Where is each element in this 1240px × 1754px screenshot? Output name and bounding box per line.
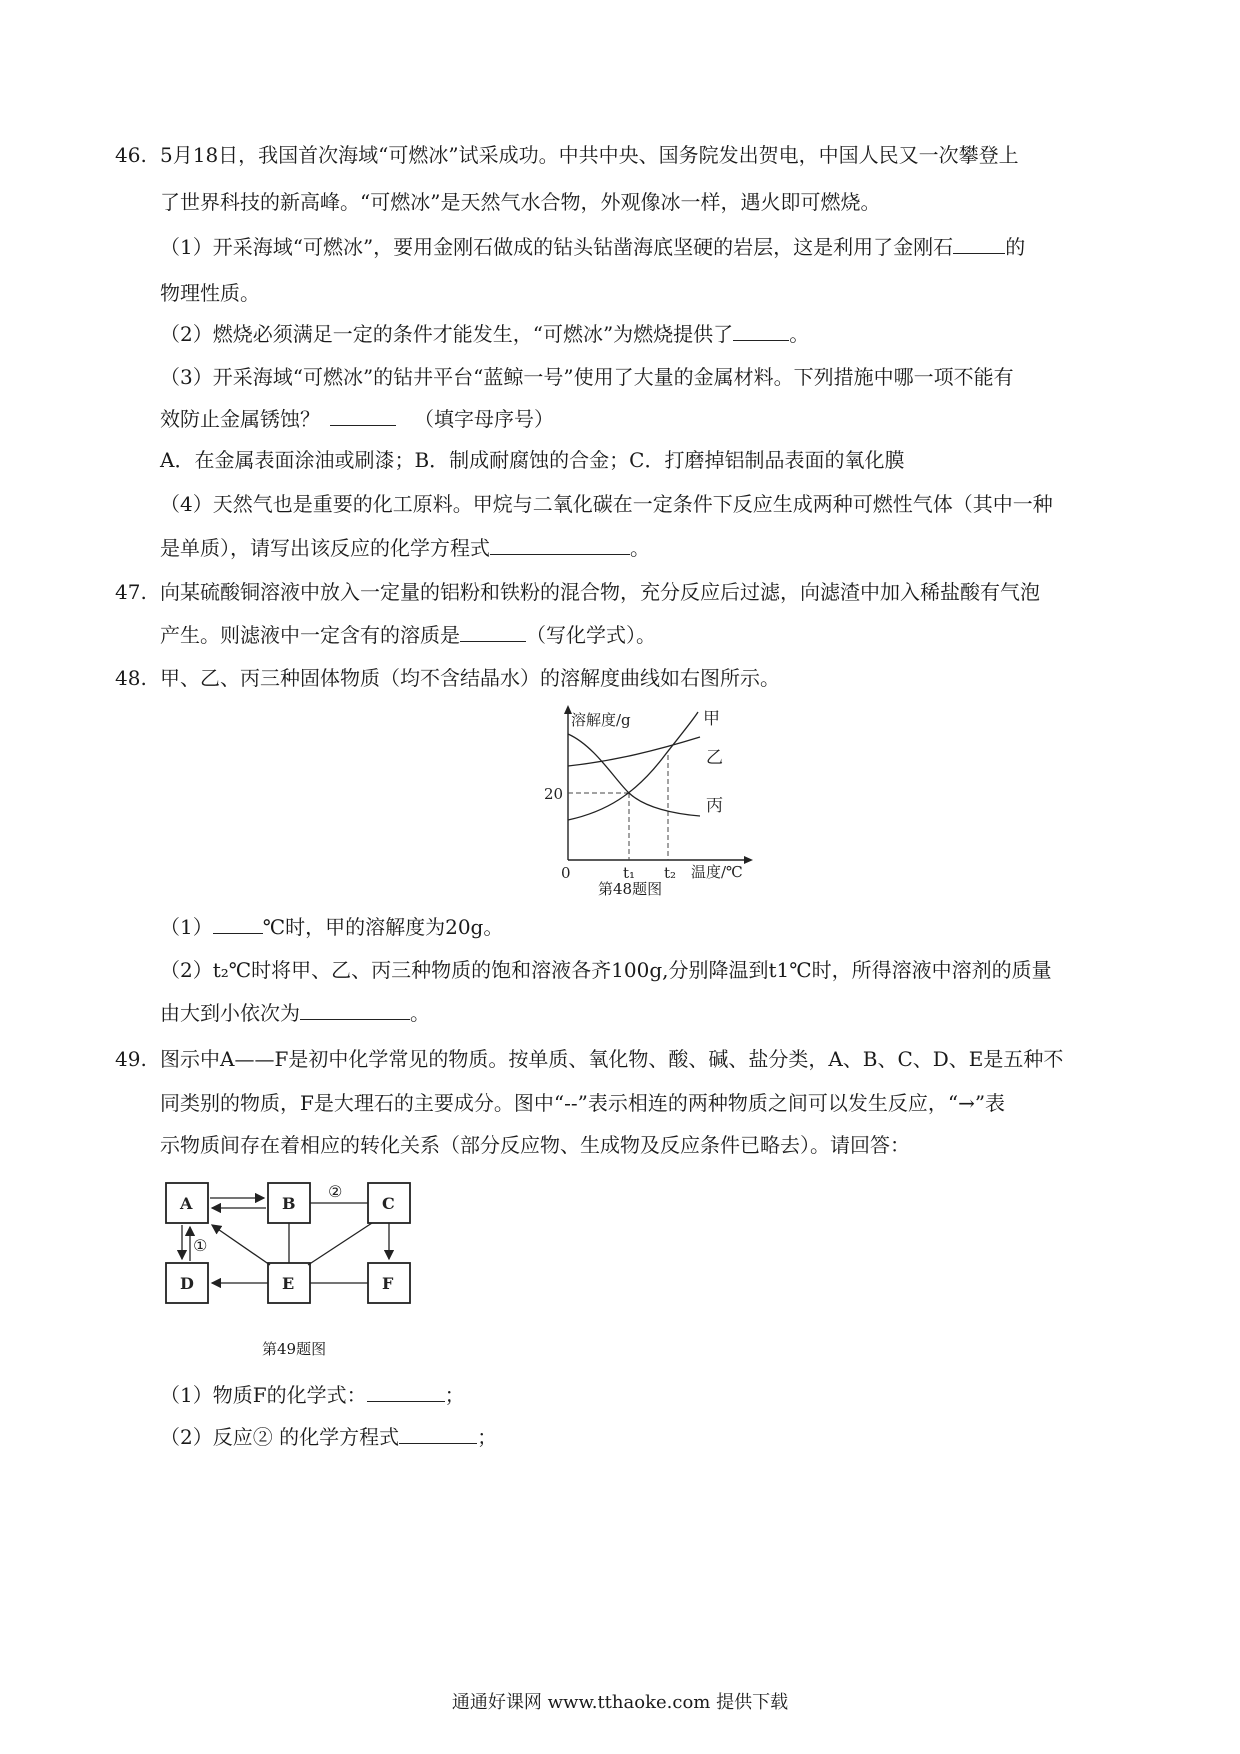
reaction-1-mark: ① bbox=[193, 1236, 208, 1255]
curve-yi bbox=[568, 737, 700, 766]
q48-sub2-line1: （2）t₂℃时将甲、乙、丙三种物质的饱和溶液各齐100g,分别降温到t1℃时，所得溶液中溶剂的质量 bbox=[160, 958, 1052, 982]
node-f-label: F bbox=[382, 1274, 394, 1293]
chart-caption: 第48题图 bbox=[598, 880, 663, 898]
answer-blank[interactable] bbox=[733, 322, 789, 341]
q46-sub1-line1 bbox=[160, 233, 1025, 261]
series-label-bing: 丙 bbox=[706, 796, 723, 816]
question-46-number: 46. bbox=[115, 143, 147, 167]
curve-bing bbox=[568, 734, 700, 816]
x-tick-t1: t₁ bbox=[623, 864, 636, 882]
q46-sub4-line2 bbox=[160, 534, 650, 562]
q48-sub1 bbox=[160, 913, 503, 941]
q46-sub2-text: （2）燃烧必须满足一定的条件才能发生，“可燃冰”为燃烧提供了 bbox=[160, 322, 734, 346]
q49-sub1 bbox=[160, 1381, 465, 1409]
q49-sub1-end: ； bbox=[444, 1383, 465, 1407]
origin-label: 0 bbox=[561, 864, 571, 882]
q48-sub2-line2 bbox=[160, 999, 430, 1027]
q47-line1: 向某硫酸铜溶液中放入一定量的铝粉和铁粉的混合物，充分反应后过滤，向滤渣中加入稀盐酸有气泡 bbox=[160, 580, 1040, 604]
q49-sub2 bbox=[160, 1423, 497, 1451]
q47-line2-end: （写化学式）。 bbox=[526, 623, 656, 647]
answer-blank[interactable] bbox=[460, 623, 526, 642]
q46-sub1-line2: 物理性质。 bbox=[160, 281, 260, 305]
answer-blank[interactable] bbox=[213, 915, 263, 934]
answer-blank[interactable] bbox=[399, 1425, 477, 1444]
question-48-number: 48. bbox=[115, 666, 147, 690]
q46-line2: 了世界科技的新高峰。“可燃冰”是天然气水合物，外观像冰一样，遇火即可燃烧。 bbox=[160, 190, 881, 214]
q46-sub4-line1: （4）天然气也是重要的化工原料。甲烷与二氧化碳在一定条件下反应生成两种可燃性气体（其中一种 bbox=[160, 492, 1053, 516]
q49-sub1-text: （1）物质F的化学式： bbox=[160, 1383, 367, 1407]
node-d-label: D bbox=[180, 1274, 194, 1293]
answer-blank[interactable] bbox=[330, 407, 396, 426]
q47-line2-text: 产生。则滤液中一定含有的溶质是 bbox=[160, 623, 460, 647]
x-axis-arrow bbox=[744, 856, 753, 864]
q49-sub2-end: ； bbox=[477, 1425, 498, 1449]
q49-line1: 图示中A——F是初中化学常见的物质。按单质、氧化物、酸、碱、盐分类，A、B、C、D、E是五种不 bbox=[160, 1047, 1064, 1071]
page-footer: 通通好课网 www.tthaoke.com 提供下载 bbox=[451, 1692, 789, 1713]
edge-e-to-a bbox=[212, 1225, 270, 1265]
q46-sub4-end: 。 bbox=[630, 536, 650, 560]
answer-blank[interactable] bbox=[490, 536, 630, 555]
q46-sub3-hint: （填字母序号） bbox=[414, 407, 554, 431]
q46-sub3-line2 bbox=[160, 405, 554, 433]
q46-options: A．在金属表面涂油或刷漆；B．制成耐腐蚀的合金；C．打磨掉铝制品表面的氧化膜 bbox=[160, 448, 905, 472]
reaction-2-mark: ② bbox=[328, 1182, 343, 1201]
answer-blank[interactable] bbox=[953, 235, 1005, 254]
q48-line1: 甲、乙、丙三种固体物质（均不含结晶水）的溶解度曲线如右图所示。 bbox=[160, 666, 780, 690]
question-49-number: 49. bbox=[115, 1047, 147, 1071]
q46-line1: 5月18日，我国首次海域“可燃冰”试采成功。中共中央、国务院发出贺电，中国人民又一次攀登上 bbox=[160, 143, 1019, 167]
answer-blank[interactable] bbox=[300, 1001, 410, 1020]
q49-line2: 同类别的物质，F是大理石的主要成分。图中“--”表示相连的两种物质之间可以发生反应，“→”表 bbox=[160, 1091, 1006, 1115]
edge-e-c bbox=[308, 1223, 372, 1265]
q48-sub2-text: 由大到小依次为 bbox=[160, 1001, 300, 1025]
series-label-yi: 乙 bbox=[706, 748, 723, 768]
x-tick-t2: t₂ bbox=[664, 864, 677, 882]
q49-line3: 示物质间存在着相应的转化关系（部分反应物、生成物及反应条件已略去）。请回答： bbox=[160, 1133, 910, 1157]
q46-sub2 bbox=[160, 320, 809, 348]
q46-sub3-line1: （3）开采海域“可燃冰”的钻井平台“蓝鲸一号”使用了大量的金属材料。下列措施中哪一项不能有 bbox=[160, 365, 1014, 389]
diagram-caption: 第49题图 bbox=[262, 1340, 327, 1358]
series-label-jia: 甲 bbox=[703, 709, 720, 729]
q46-sub2-end: 。 bbox=[789, 322, 810, 346]
q49-sub2-text: （2）反应② 的化学方程式 bbox=[160, 1425, 400, 1449]
relation-diagram bbox=[160, 1175, 450, 1335]
q48-sub2-end: 。 bbox=[410, 1001, 430, 1025]
y-tick-20: 20 bbox=[544, 785, 564, 803]
q46-sub1-text: （1）开采海域“可燃冰”，要用金刚石做成的钻头钻凿海底坚硬的岩层，这是利用了金刚石 bbox=[160, 235, 954, 259]
x-axis-label: 温度/℃ bbox=[691, 863, 743, 881]
y-axis-label: 溶解度/g bbox=[571, 711, 631, 729]
question-47-number: 47. bbox=[115, 580, 147, 604]
q47-line2 bbox=[160, 621, 656, 649]
node-b-label: B bbox=[282, 1194, 296, 1213]
node-c-label: C bbox=[382, 1194, 395, 1213]
answer-blank[interactable] bbox=[367, 1383, 445, 1402]
solubility-chart bbox=[525, 700, 755, 900]
q46-sub4-text: 是单质），请写出该反应的化学方程式 bbox=[160, 536, 490, 560]
node-a-label: A bbox=[180, 1194, 193, 1213]
q48-sub1-text: （1） bbox=[160, 915, 213, 939]
q48-sub1-end: ℃时，甲的溶解度为20g。 bbox=[262, 915, 504, 939]
q46-sub1-end: 的 bbox=[1005, 235, 1026, 259]
q46-sub3-text: 效防止金属锈蚀？ bbox=[160, 407, 320, 431]
node-e-label: E bbox=[282, 1274, 295, 1293]
